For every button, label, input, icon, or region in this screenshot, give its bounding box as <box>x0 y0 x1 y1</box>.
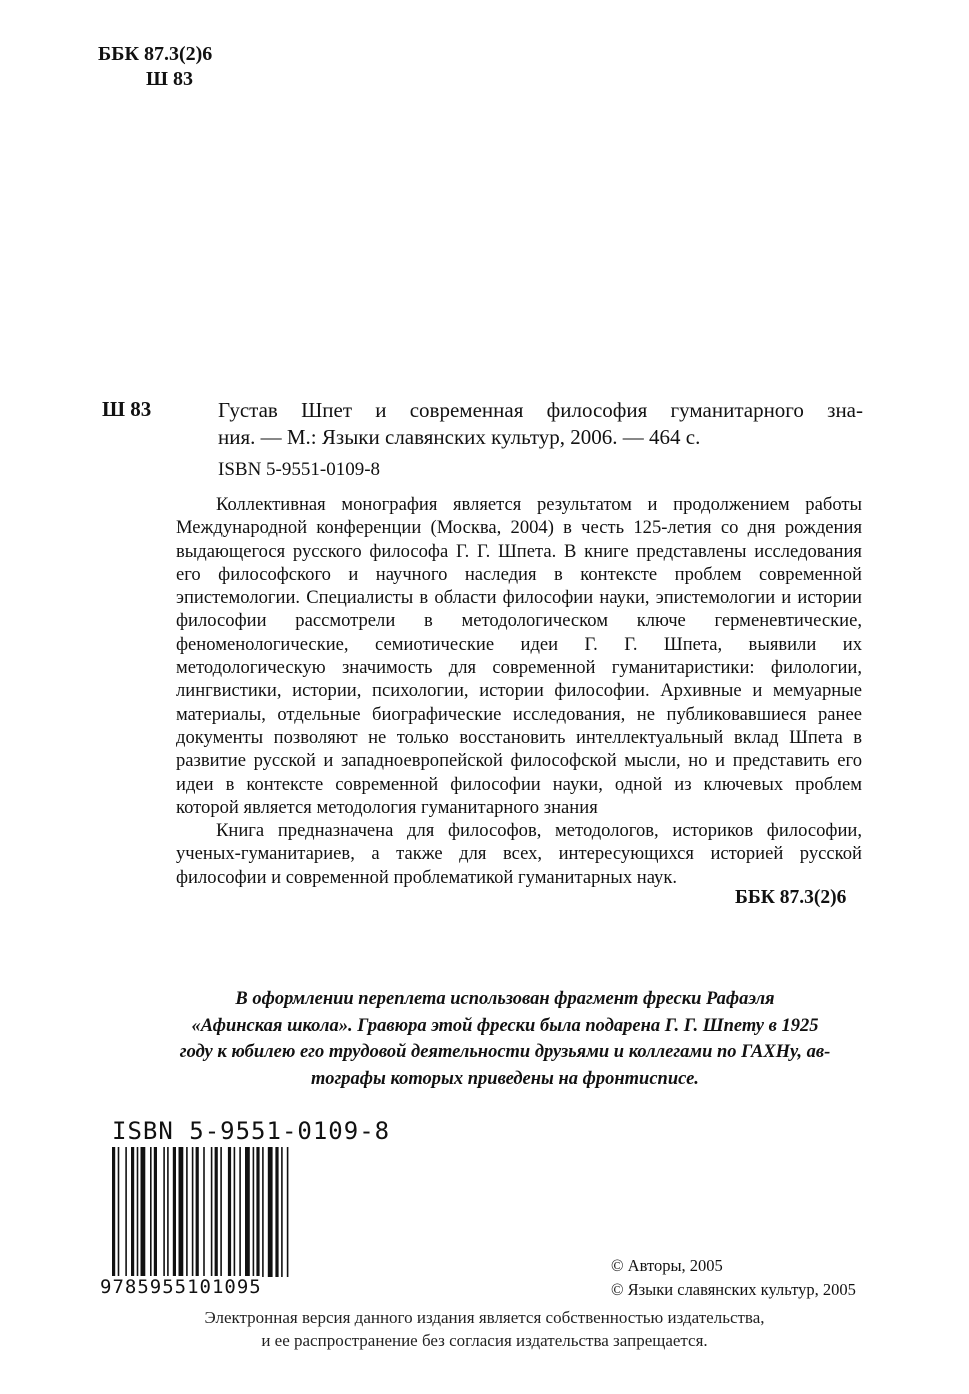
abstract <box>176 493 862 889</box>
entry-author-code: Ш 83 <box>102 397 152 421</box>
cover-note-line-1: В оформлении переплета использован фрагмент фрески Рафаэля <box>235 989 775 1009</box>
header-author-code: Ш 83 <box>146 68 193 90</box>
cover-note <box>150 986 860 1092</box>
abstract-paragraph-1: Коллективная монография является результатом и продолжением работы Международной конференции (Москва, 2004) в честь 125-летия со дня рождения выдающегося русского философа Г. Г. Шпета. В книге представлены исследования его философского и научного наследия в контексте проблем современной эпистемологии. Специалисты в области философии науки, эпистемологии и истории философии рассмотрели в методологическом ключе герменевтические, феноменологические, семиотические идеи Г. Г. Шпета, выявили их методологическую значимость для современной гуманитаристики: филологии, лингвистики, истории, психологии, истории философии. Архивные и мемуарные материалы, отдельные биографические исследования, не публиковавшиеся ранее документы позволяют не только восстановить интеллектуальный вклад Шпета в развитие русской и западноевропейской философской мысли, но и представить его идеи в контексте современной философии науки, одной из ключевых проблем которой является методология гуманитарного знания <box>176 494 862 818</box>
copyright-block <box>611 1254 856 1302</box>
abstract-paragraph-2: Книга предназначена для философов, методологов, историков философии, ученых-гуманитариев, а также для всех, интересующихся историей русской философии и современной проблематикой гуманитарных наук. <box>176 820 862 888</box>
copyright-publisher: © Языки славянских культур, 2005 <box>611 1280 856 1299</box>
bibliographic-title <box>218 397 863 451</box>
title-line-1: Густав Шпет и современная философия гуманитарного зна- <box>218 398 863 422</box>
footer-line-1: Электронная версия данного издания является собственностью издательства, <box>204 1308 765 1327</box>
cover-note-line-2: «Афинская школа». Гравюра этой фрески была подарена Г. Г. Шпету в 1925 <box>191 1015 819 1036</box>
copyright-authors: © Авторы, 2005 <box>611 1256 723 1275</box>
barcode-digits: 9785955101095 <box>100 1276 262 1298</box>
footer-notice <box>0 1306 969 1352</box>
entry-bbk: ББК 87.3(2)6 <box>735 887 847 908</box>
barcode-isbn-label: ISBN 5-9551-0109-8 <box>112 1117 391 1145</box>
title-line-2: ния. — М.: Языки славянских культур, 2006. — 464 с. <box>218 425 701 449</box>
header-bbk: ББК 87.3(2)6 <box>98 43 213 65</box>
footer-line-2: и ее распространение без согласия издательства запрещается. <box>261 1331 708 1350</box>
cover-note-line-3: году к юбилею его трудовой деятельности друзьями и коллегами по ГАХНу, ав- <box>179 1042 831 1062</box>
barcode-image <box>112 1147 340 1277</box>
isbn-line: ISBN 5-9551-0109-8 <box>218 459 381 480</box>
cover-note-line-4: тографы которых приведены на фронтисписе. <box>311 1068 699 1089</box>
